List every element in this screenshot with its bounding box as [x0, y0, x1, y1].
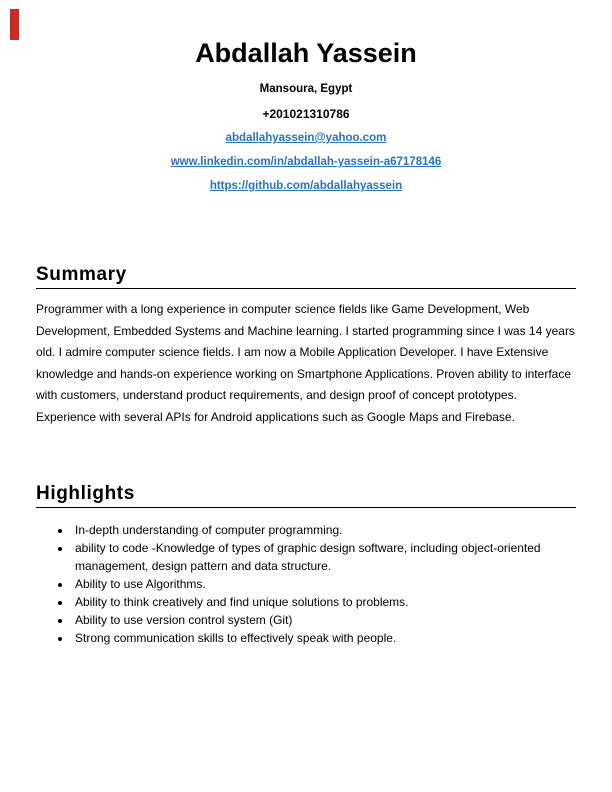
highlight-item: • ability to code -Knowledge of types of graphic design software, including object-oriented management, design pattern and data structure.	[72, 539, 576, 575]
person-name: Abdallah Yassein	[195, 38, 417, 68]
highlights-section	[36, 483, 576, 647]
highlight-item: • Ability to use Algorithms.	[72, 575, 576, 593]
resume-header	[36, 0, 576, 193]
red-corner-marker	[10, 9, 19, 40]
highlights-heading: Highlights	[36, 483, 576, 508]
highlights-list	[36, 521, 576, 647]
summary-paragraph: Programmer with a long experience in computer science fields like Game Development, Web Development, Embedded Systems and Machine learning. I started programming since I was 14 years old. I admire computer science fields. I am now a Mobile Application Developer. I have Extensive knowledge and hands-on experience working on Smartphone Applications. Proven ability to interface with customers, understand product requirements, and design proof of concept prototypes. Experience with several APIs for Android applications such as Google Maps and Firebase.	[36, 302, 575, 424]
summary-section	[36, 264, 576, 428]
linkedin-link[interactable]: www.linkedin.com/in/abdallah-yassein-a67178146	[170, 156, 442, 168]
email-link[interactable]: abdallahyassein@yahoo.com	[225, 132, 387, 144]
highlight-item: • Ability to use version control system (Git)	[72, 611, 576, 629]
summary-heading: Summary	[36, 264, 576, 289]
highlight-item: • Ability to think creatively and find unique solutions to problems.	[72, 593, 576, 611]
highlight-item: • In-depth understanding of computer programming.	[72, 521, 576, 539]
github-link[interactable]: https://github.com/abdallahyassein	[209, 180, 403, 192]
location-text: Mansoura, Egypt	[259, 83, 353, 95]
phone-number: +201021310786	[262, 107, 350, 121]
highlight-item: • Strong communication skills to effectively speak with people.	[72, 629, 576, 647]
